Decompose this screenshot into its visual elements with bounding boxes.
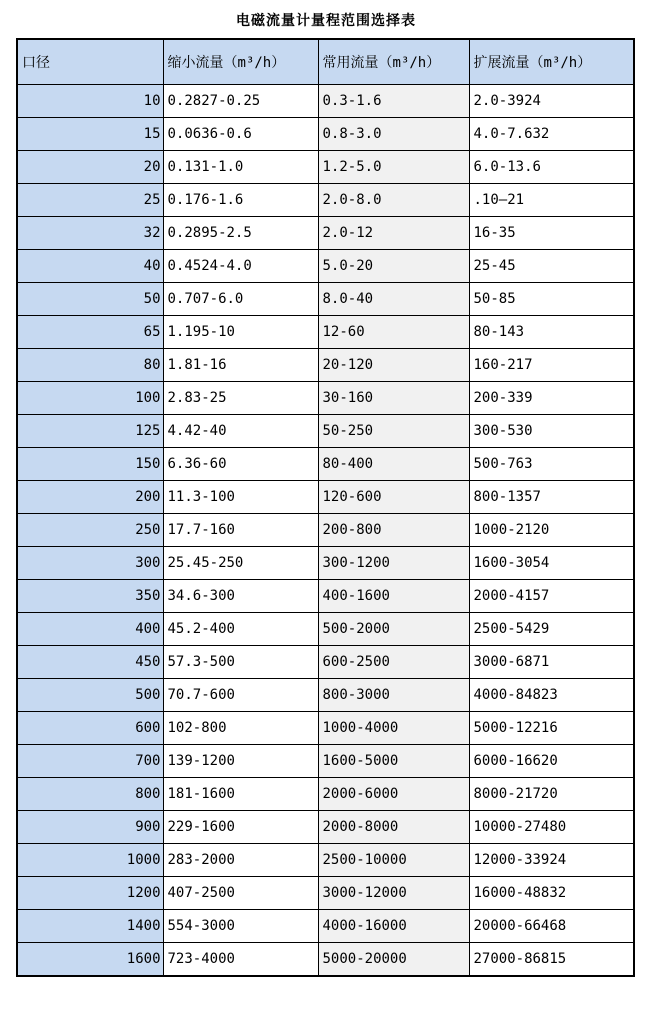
reduced-flow-cell: 723-4000 bbox=[163, 943, 318, 977]
diameter-cell: 800 bbox=[17, 778, 163, 811]
diameter-cell: 150 bbox=[17, 448, 163, 481]
extended-flow-cell: 12000-33924 bbox=[469, 844, 634, 877]
table-row bbox=[17, 844, 634, 877]
extended-flow-cell: 200-339 bbox=[469, 382, 634, 415]
common-flow-cell: 80-400 bbox=[318, 448, 469, 481]
table-row bbox=[17, 547, 634, 580]
diameter-cell: 40 bbox=[17, 250, 163, 283]
reduced-flow-cell: 407-2500 bbox=[163, 877, 318, 910]
flow-range-table bbox=[16, 38, 635, 977]
extended-flow-cell: 500-763 bbox=[469, 448, 634, 481]
common-flow-cell: 200-800 bbox=[318, 514, 469, 547]
diameter-cell: 200 bbox=[17, 481, 163, 514]
extended-flow-cell: 20000-66468 bbox=[469, 910, 634, 943]
table-row bbox=[17, 184, 634, 217]
reduced-flow-cell: 2.83-25 bbox=[163, 382, 318, 415]
diameter-cell: 1000 bbox=[17, 844, 163, 877]
diameter-cell: 1600 bbox=[17, 943, 163, 977]
common-flow-cell: 2.0-8.0 bbox=[318, 184, 469, 217]
diameter-cell: 1400 bbox=[17, 910, 163, 943]
common-flow-cell: 400-1600 bbox=[318, 580, 469, 613]
table-row bbox=[17, 877, 634, 910]
common-flow-cell: 30-160 bbox=[318, 382, 469, 415]
common-flow-cell: 120-600 bbox=[318, 481, 469, 514]
common-flow-cell: 500-2000 bbox=[318, 613, 469, 646]
header-row bbox=[17, 39, 634, 85]
extended-flow-cell: 10000-27480 bbox=[469, 811, 634, 844]
common-flow-cell: 12-60 bbox=[318, 316, 469, 349]
reduced-flow-cell: 0.2827-0.25 bbox=[163, 85, 318, 118]
diameter-cell: 32 bbox=[17, 217, 163, 250]
page-title: 电磁流量计量程范围选择表 bbox=[236, 13, 416, 29]
extended-flow-cell: 4.0-7.632 bbox=[469, 118, 634, 151]
diameter-cell: 300 bbox=[17, 547, 163, 580]
table-row bbox=[17, 514, 634, 547]
reduced-flow-cell: 102-800 bbox=[163, 712, 318, 745]
column-header-reduced-flow: 缩小流量（m³/h） bbox=[163, 39, 318, 85]
reduced-flow-cell: 139-1200 bbox=[163, 745, 318, 778]
table-row bbox=[17, 811, 634, 844]
table-row bbox=[17, 283, 634, 316]
diameter-cell: 400 bbox=[17, 613, 163, 646]
common-flow-cell: 50-250 bbox=[318, 415, 469, 448]
reduced-flow-cell: 11.3-100 bbox=[163, 481, 318, 514]
reduced-flow-cell: 0.4524-4.0 bbox=[163, 250, 318, 283]
diameter-cell: 700 bbox=[17, 745, 163, 778]
extended-flow-cell: 5000-12216 bbox=[469, 712, 634, 745]
table-row bbox=[17, 613, 634, 646]
reduced-flow-cell: 0.707-6.0 bbox=[163, 283, 318, 316]
table-row bbox=[17, 580, 634, 613]
table-row bbox=[17, 481, 634, 514]
diameter-cell: 350 bbox=[17, 580, 163, 613]
table-row bbox=[17, 250, 634, 283]
table-row bbox=[17, 778, 634, 811]
table-row bbox=[17, 349, 634, 382]
table-row bbox=[17, 118, 634, 151]
reduced-flow-cell: 229-1600 bbox=[163, 811, 318, 844]
extended-flow-cell: 1600-3054 bbox=[469, 547, 634, 580]
diameter-cell: 20 bbox=[17, 151, 163, 184]
table-row bbox=[17, 415, 634, 448]
extended-flow-cell: 80-143 bbox=[469, 316, 634, 349]
reduced-flow-cell: 6.36-60 bbox=[163, 448, 318, 481]
diameter-cell: 80 bbox=[17, 349, 163, 382]
column-header-common-flow: 常用流量（m³/h） bbox=[318, 39, 469, 85]
common-flow-cell: 4000-16000 bbox=[318, 910, 469, 943]
common-flow-cell: 2500-10000 bbox=[318, 844, 469, 877]
common-flow-cell: 20-120 bbox=[318, 349, 469, 382]
table-row bbox=[17, 217, 634, 250]
extended-flow-cell: 3000-6871 bbox=[469, 646, 634, 679]
table-row bbox=[17, 448, 634, 481]
diameter-cell: 1200 bbox=[17, 877, 163, 910]
common-flow-cell: 800-3000 bbox=[318, 679, 469, 712]
diameter-cell: 65 bbox=[17, 316, 163, 349]
extended-flow-cell: 4000-84823 bbox=[469, 679, 634, 712]
table-row bbox=[17, 910, 634, 943]
extended-flow-cell: 6000-16620 bbox=[469, 745, 634, 778]
extended-flow-cell: 6.0-13.6 bbox=[469, 151, 634, 184]
diameter-cell: 50 bbox=[17, 283, 163, 316]
table-row bbox=[17, 85, 634, 118]
reduced-flow-cell: 283-2000 bbox=[163, 844, 318, 877]
diameter-cell: 15 bbox=[17, 118, 163, 151]
table-body bbox=[17, 85, 634, 977]
extended-flow-cell: 800-1357 bbox=[469, 481, 634, 514]
reduced-flow-cell: 70.7-600 bbox=[163, 679, 318, 712]
extended-flow-cell: 300-530 bbox=[469, 415, 634, 448]
common-flow-cell: 600-2500 bbox=[318, 646, 469, 679]
common-flow-cell: 8.0-40 bbox=[318, 283, 469, 316]
common-flow-cell: 1.2-5.0 bbox=[318, 151, 469, 184]
common-flow-cell: 2.0-12 bbox=[318, 217, 469, 250]
extended-flow-cell: 8000-21720 bbox=[469, 778, 634, 811]
common-flow-cell: 5.0-20 bbox=[318, 250, 469, 283]
table-row bbox=[17, 646, 634, 679]
reduced-flow-cell: 45.2-400 bbox=[163, 613, 318, 646]
reduced-flow-cell: 17.7-160 bbox=[163, 514, 318, 547]
reduced-flow-cell: 181-1600 bbox=[163, 778, 318, 811]
extended-flow-cell: 160-217 bbox=[469, 349, 634, 382]
table-row bbox=[17, 745, 634, 778]
table-row bbox=[17, 151, 634, 184]
table-row bbox=[17, 943, 634, 977]
common-flow-cell: 0.8-3.0 bbox=[318, 118, 469, 151]
extended-flow-cell: .10—21 bbox=[469, 184, 634, 217]
diameter-cell: 250 bbox=[17, 514, 163, 547]
common-flow-cell: 2000-6000 bbox=[318, 778, 469, 811]
extended-flow-cell: 16000-48832 bbox=[469, 877, 634, 910]
diameter-cell: 10 bbox=[17, 85, 163, 118]
table-row bbox=[17, 382, 634, 415]
extended-flow-cell: 2500-5429 bbox=[469, 613, 634, 646]
reduced-flow-cell: 57.3-500 bbox=[163, 646, 318, 679]
common-flow-cell: 0.3-1.6 bbox=[318, 85, 469, 118]
column-header-diameter: 口径 bbox=[17, 39, 163, 85]
column-header-extended-flow: 扩展流量（m³/h） bbox=[469, 39, 634, 85]
reduced-flow-cell: 0.2895-2.5 bbox=[163, 217, 318, 250]
diameter-cell: 125 bbox=[17, 415, 163, 448]
reduced-flow-cell: 0.131-1.0 bbox=[163, 151, 318, 184]
table-row bbox=[17, 316, 634, 349]
common-flow-cell: 3000-12000 bbox=[318, 877, 469, 910]
extended-flow-cell: 50-85 bbox=[469, 283, 634, 316]
extended-flow-cell: 25-45 bbox=[469, 250, 634, 283]
reduced-flow-cell: 4.42-40 bbox=[163, 415, 318, 448]
reduced-flow-cell: 25.45-250 bbox=[163, 547, 318, 580]
common-flow-cell: 1600-5000 bbox=[318, 745, 469, 778]
reduced-flow-cell: 34.6-300 bbox=[163, 580, 318, 613]
table-row bbox=[17, 712, 634, 745]
extended-flow-cell: 16-35 bbox=[469, 217, 634, 250]
extended-flow-cell: 2.0-3924 bbox=[469, 85, 634, 118]
common-flow-cell: 300-1200 bbox=[318, 547, 469, 580]
diameter-cell: 450 bbox=[17, 646, 163, 679]
reduced-flow-cell: 1.81-16 bbox=[163, 349, 318, 382]
diameter-cell: 500 bbox=[17, 679, 163, 712]
extended-flow-cell: 1000-2120 bbox=[469, 514, 634, 547]
diameter-cell: 600 bbox=[17, 712, 163, 745]
diameter-cell: 100 bbox=[17, 382, 163, 415]
diameter-cell: 25 bbox=[17, 184, 163, 217]
extended-flow-cell: 2000-4157 bbox=[469, 580, 634, 613]
table-header bbox=[17, 39, 634, 85]
reduced-flow-cell: 0.0636-0.6 bbox=[163, 118, 318, 151]
common-flow-cell: 1000-4000 bbox=[318, 712, 469, 745]
reduced-flow-cell: 0.176-1.6 bbox=[163, 184, 318, 217]
extended-flow-cell: 27000-86815 bbox=[469, 943, 634, 977]
reduced-flow-cell: 1.195-10 bbox=[163, 316, 318, 349]
reduced-flow-cell: 554-3000 bbox=[163, 910, 318, 943]
common-flow-cell: 5000-20000 bbox=[318, 943, 469, 977]
common-flow-cell: 2000-8000 bbox=[318, 811, 469, 844]
table-row bbox=[17, 679, 634, 712]
diameter-cell: 900 bbox=[17, 811, 163, 844]
